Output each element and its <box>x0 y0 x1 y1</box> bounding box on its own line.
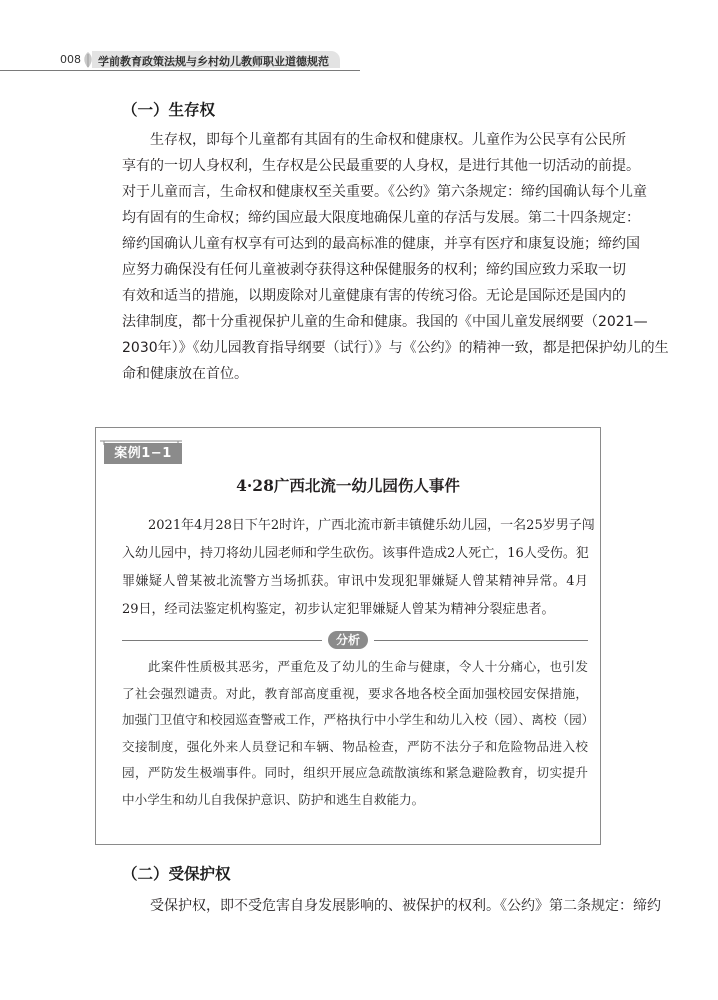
text-line: 2030年）》《幼儿园教育指导纲要（试行）》与《公约》的精神一致，都是把保护幼儿的生 <box>122 340 669 356</box>
text-line: 交接制度，强化外来人员登记和车辆、物品检查，严防不法分子和危险物品进入校 <box>122 738 588 754</box>
section-heading-protection-right: （二）受保护权 <box>122 865 231 883</box>
protection-right-paragraph <box>122 893 661 919</box>
text-line: 生存权，即每个儿童都有其固有的生命权和健康权。儿童作为公民享有公民所 <box>122 132 626 148</box>
text-line: 2021年4月28日下午2时许，广西北流市新丰镇健乐幼儿园，一名25岁男子闯 <box>122 518 595 533</box>
text-line: 命和健康放在首位。 <box>122 366 248 382</box>
text-line: 缔约国确认儿童有权享有可达到的最高标准的健康，并享有医疗和康复设施；缔约国 <box>122 236 640 252</box>
text-line: 受保护权，即不受危害自身发展影响的、被保护的权利。《公约》第二条规定：缔约 <box>122 898 661 914</box>
book-title: 学前教育政策法规与乡村幼儿教师职业道德规范 <box>98 55 329 68</box>
text-line: 入幼儿园中，持刀将幼儿园老师和学生砍伤。该事件造成2人死亡，16人受伤。犯 <box>122 546 589 561</box>
section-heading-survival-right: （一）生存权 <box>122 101 216 119</box>
case-analysis <box>122 654 595 813</box>
case-title: 4·28广西北流一幼儿园伤人事件 <box>236 476 460 495</box>
running-header <box>0 50 718 70</box>
text-line: 享有的一切人身权利，生存权是公民最重要的人身权，是进行其他一切活动的前提。 <box>122 158 640 174</box>
text-line: 均有固有的生命权；缔约国应最大限度地确保儿童的存活与发展。第二十四条规定： <box>122 210 640 226</box>
text-line: 加强门卫值守和校园巡查警戒工作，严格执行中小学生和幼儿入校（园）、离校（园） <box>122 712 595 727</box>
text-line: 此案件性质极其恶劣，严重危及了幼儿的生命与健康，令人十分痛心，也引发 <box>122 659 588 674</box>
leaf-icon <box>80 50 96 70</box>
text-line: 园，严防发生极端事件。同时，组织开展应急疏散演练和紧急避险教育，切实提升 <box>122 765 588 780</box>
text-line: 应努力确保没有任何儿童被剥夺获得这种保健服务的权利；缔约国应致力采取一切 <box>122 262 626 278</box>
header-rule <box>0 70 360 71</box>
case-narrative <box>122 512 595 624</box>
page-number: 008 <box>60 53 81 66</box>
text-line: 对于儿童而言，生命权和健康权至关重要。《公约》第六条规定：缔约国确认每个儿童 <box>122 184 647 200</box>
text-line: 有效和适当的措施，以期废除对儿童健康有害的传统习俗。无论是国际还是国内的 <box>122 288 626 304</box>
case-label-badge: 案例1−1 <box>104 443 182 464</box>
text-line: 罪嫌疑人曾某被北流警方当场抓获。审讯中发现犯罪嫌疑人曾某精神异常。4月 <box>122 574 588 589</box>
text-line: 中小学生和幼儿自我保护意识、防护和逃生自救能力。 <box>122 791 425 807</box>
text-line: 了社会强烈谴责。对此，教育部高度重视，要求各地各校全面加强校园安保措施， <box>122 685 588 701</box>
analysis-label: 分析 <box>328 631 368 649</box>
survival-right-paragraph <box>122 127 669 387</box>
text-line: 29日，经司法鉴定机构鉴定，初步认定犯罪嫌疑人曾某为精神分裂症患者。 <box>122 602 555 617</box>
text-line: 法律制度，都十分重视保护儿童的生命和健康。我国的《中国儿童发展纲要（2021— <box>122 314 648 330</box>
